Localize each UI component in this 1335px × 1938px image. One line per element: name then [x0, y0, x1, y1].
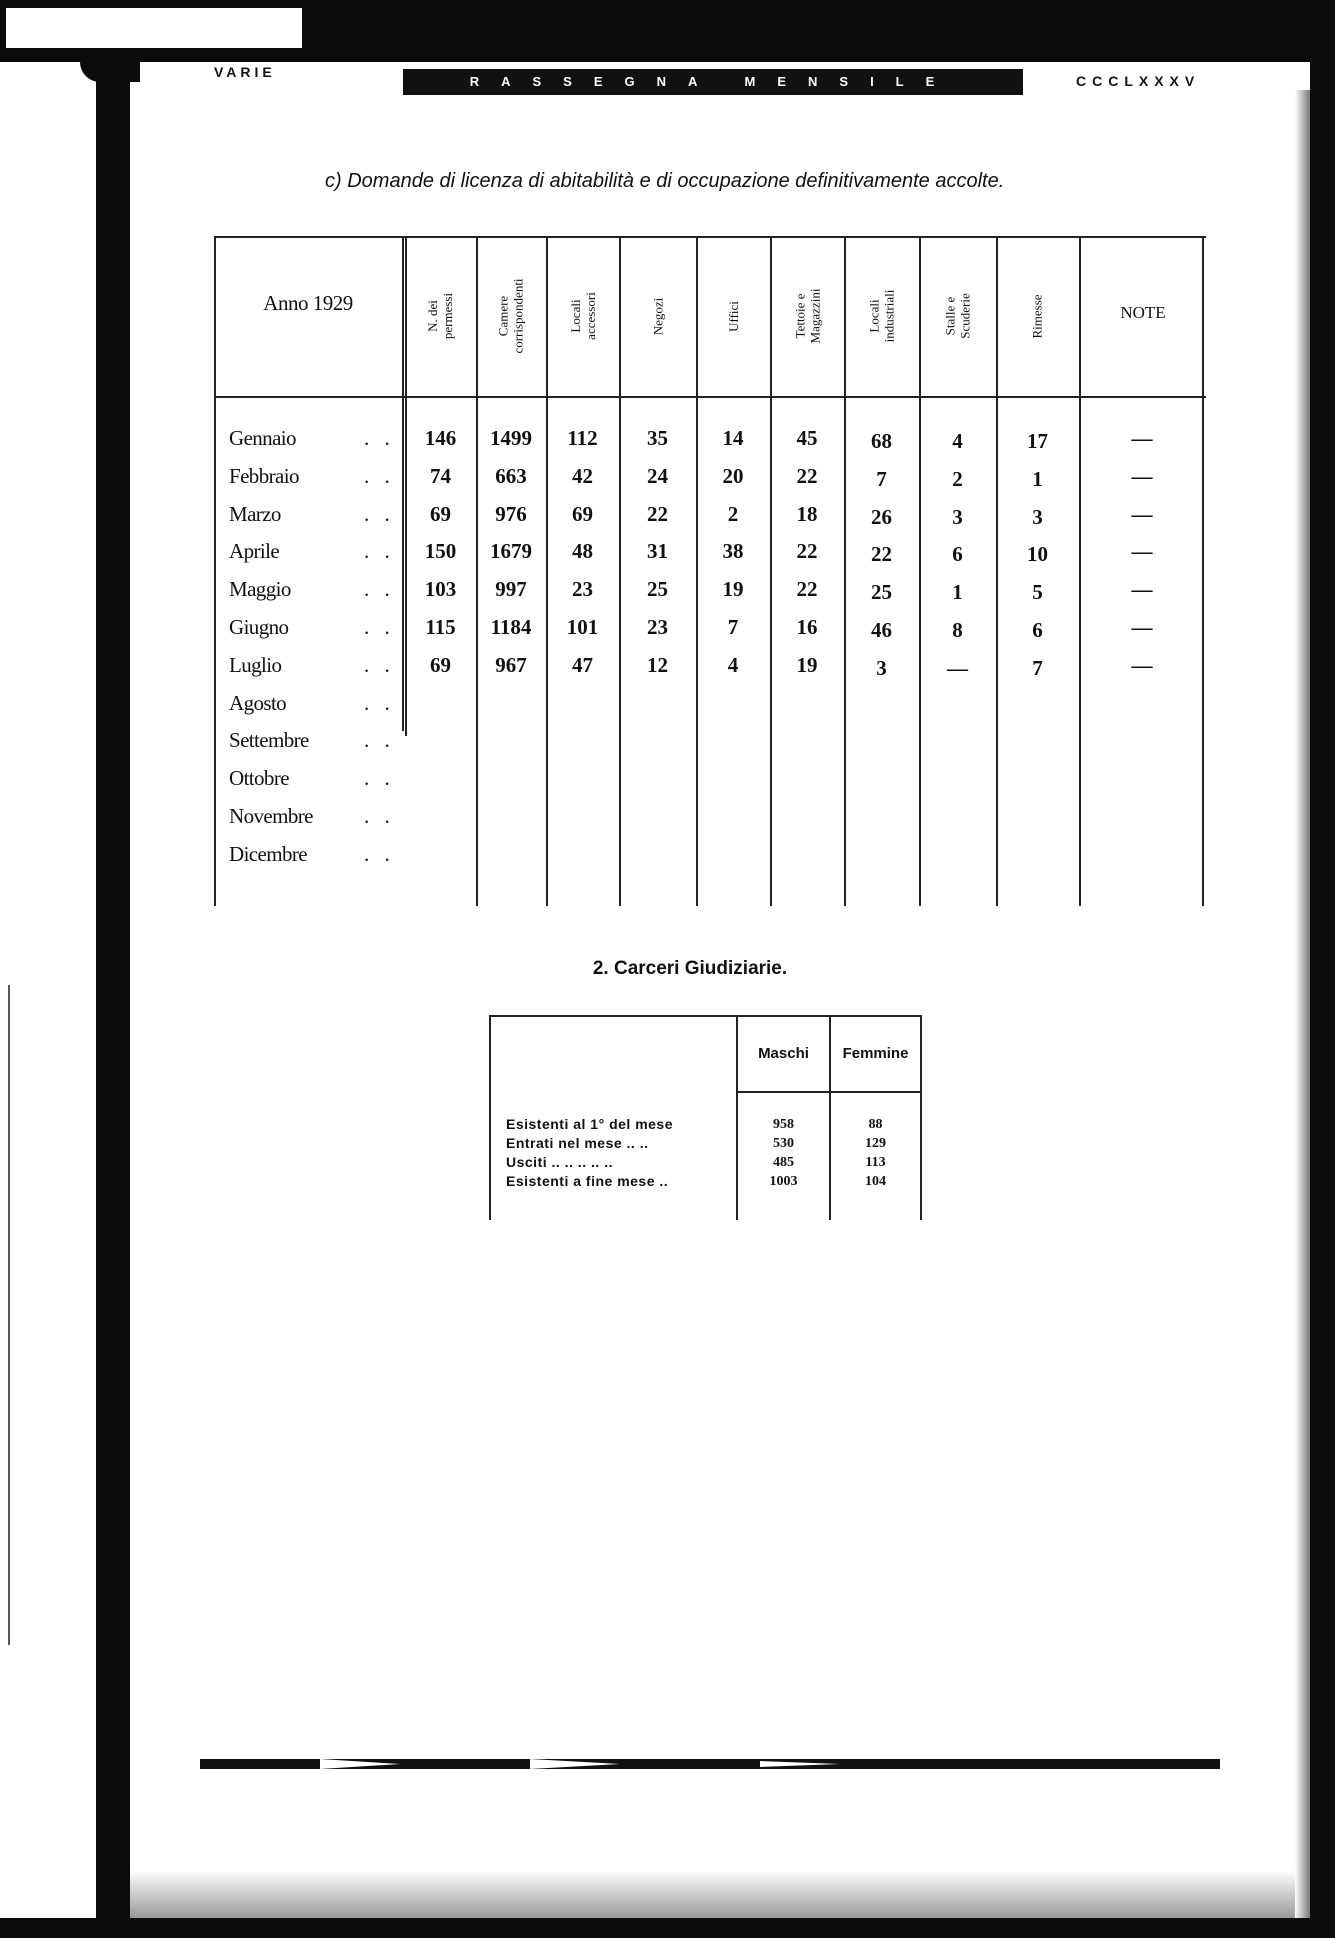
table-cell: 22 [647, 501, 668, 526]
table-cell: 6 [1032, 618, 1043, 642]
scan-right-border [1310, 0, 1335, 1938]
table-cell: 68 [871, 429, 892, 453]
leader-dots: . . [364, 463, 395, 488]
table-cell: 47 [572, 652, 593, 677]
note-cell: — [1131, 577, 1153, 602]
col-rule [214, 236, 216, 906]
column-header-text: Uffici [725, 300, 741, 332]
column-header [405, 236, 476, 396]
page-number: CCCLXXXV [1076, 73, 1201, 89]
table-cell: 2 [952, 466, 963, 491]
leader-dots: . . [364, 766, 395, 791]
table-cell: 1499 [490, 426, 532, 450]
column-header-text: Locali accessori [567, 292, 598, 340]
table-cell: 4 [727, 652, 739, 677]
leader-dots: . . [364, 539, 395, 564]
col-rule [402, 236, 404, 731]
leader-dots: . . [364, 615, 395, 639]
table-cell: 3 [1032, 504, 1043, 529]
leader-dots: . . [364, 652, 395, 677]
month-label: Aprile [229, 539, 280, 564]
table-header-rule [214, 396, 1206, 398]
femmine-value: 88 [868, 1117, 883, 1132]
column-header [476, 236, 546, 396]
table-cell: 4 [952, 429, 963, 453]
column-header [619, 236, 696, 396]
table-cell: 25 [871, 580, 892, 605]
col-femmine: Femmine [842, 1045, 909, 1062]
femmine-value: 129 [865, 1136, 886, 1151]
col-maschi: Maschi [758, 1045, 809, 1062]
table-cell: 10 [1027, 542, 1048, 567]
table-cell: 6 [952, 542, 963, 567]
prisons-table [489, 1015, 922, 1220]
table-cell: 1 [952, 580, 963, 605]
femmine-value: 113 [865, 1155, 886, 1170]
table-cell: 22 [871, 542, 892, 567]
month-label: Ottobre [229, 766, 289, 791]
left-page-edge [8, 985, 10, 1645]
scan-top-border [302, 0, 1335, 50]
leader-dots: . . [364, 804, 395, 828]
table-cell: 46 [871, 618, 892, 642]
prisons-left-rule [489, 1015, 491, 1220]
column-header-text: N. dei permessi [425, 292, 456, 340]
month-label: Maggio [229, 577, 291, 602]
prison-row-label: Entrati nel mese .. .. [506, 1135, 649, 1151]
column-header-text: Tettoie e Magazzini [792, 288, 822, 344]
note-cell: — [1131, 463, 1153, 488]
running-header-left: VARIE [214, 64, 276, 80]
scan-top-left-strip [0, 0, 302, 8]
prisons-header-rule [738, 1091, 920, 1093]
column-header [996, 236, 1079, 396]
note-cell: — [1131, 652, 1153, 677]
table-cell: 16 [796, 615, 818, 639]
year-header: Anno 1929 [263, 291, 353, 315]
table-cell: 3 [952, 504, 963, 529]
scan-bottom-border [0, 1918, 1335, 1938]
leader-dots: . . [364, 690, 395, 715]
table-cell: 18 [796, 501, 818, 526]
month-label: Luglio [229, 652, 282, 677]
table-cell: 19 [796, 652, 818, 677]
bottom-decorative-rule [200, 1755, 1220, 1773]
note-cell: — [1131, 426, 1153, 450]
month-label: Novembre [229, 804, 313, 828]
table-cell: 997 [495, 577, 527, 602]
section-title: 2. Carceri Giudiziarie. [592, 958, 788, 979]
table-cell: 22 [796, 539, 818, 564]
table-cell: 22 [796, 577, 818, 602]
table-cell: 74 [430, 463, 451, 488]
table-cell: 112 [567, 426, 598, 450]
month-label: Marzo [229, 501, 281, 526]
column-header [919, 236, 996, 396]
column-header [844, 236, 919, 396]
table-cell: 101 [566, 615, 599, 639]
table-cell: 150 [424, 539, 457, 564]
scan-top-band [0, 48, 1335, 62]
table-cell: 1184 [490, 615, 532, 639]
table-cell: 26 [871, 504, 892, 529]
table-cell: 115 [425, 615, 456, 639]
note-cell: — [1131, 539, 1153, 564]
table-cell: 23 [572, 577, 593, 602]
leader-dots: . . [364, 426, 395, 450]
table-cell: 7 [1032, 655, 1043, 680]
table-cell: 69 [430, 652, 451, 677]
month-label: Febbraio [229, 463, 299, 488]
column-header-text: Camere corrispondenti [496, 278, 526, 354]
table-cell: 23 [647, 615, 668, 639]
column-header-text: Locali industriali [866, 289, 897, 343]
licenses-table [214, 236, 1206, 906]
prison-row-label: Usciti .. .. .. .. .. [506, 1154, 613, 1170]
bottom-shadow [130, 1870, 1295, 1918]
leader-dots: . . [364, 501, 395, 526]
table-cell: 35 [647, 426, 668, 450]
table-cell: 69 [572, 501, 593, 526]
table-cell: 38 [722, 539, 744, 564]
prison-row-label: Esistenti al 1° del mese [506, 1116, 674, 1132]
prison-row-label: Esistenti a fine mese .. [506, 1173, 669, 1189]
table-cell: 31 [647, 539, 668, 564]
table-cell: 19 [722, 577, 744, 602]
table-cell: 20 [722, 463, 744, 488]
month-label: Giugno [229, 615, 289, 639]
month-label: Settembre [229, 728, 309, 753]
month-label: Agosto [229, 690, 287, 715]
table-cell: 3 [876, 655, 887, 680]
table-cell: 14 [722, 426, 744, 450]
table-cell: 146 [424, 426, 457, 450]
table-cell: 5 [1032, 580, 1043, 605]
table-cell: 45 [796, 426, 818, 450]
column-header [770, 236, 844, 396]
note-cell: — [1131, 615, 1153, 639]
femmine-value: 104 [865, 1174, 886, 1189]
table-cell: 48 [572, 539, 593, 564]
scan-left-strip [0, 8, 6, 48]
column-header-text: Rimesse [1030, 293, 1045, 339]
running-header-band: RASSEGNA MENSILE [403, 69, 1023, 95]
prisons-top-rule [489, 1015, 922, 1017]
prisons-right-rule [920, 1015, 922, 1220]
binding-curve [80, 62, 140, 82]
table-cell: 12 [647, 652, 668, 677]
note-cell: — [1131, 501, 1153, 526]
table-cell: — [947, 655, 968, 680]
table-cell: 663 [495, 463, 527, 488]
maschi-value: 958 [773, 1117, 794, 1132]
table-cell: 69 [430, 501, 451, 526]
binding-edge [96, 72, 130, 1918]
table-cell: 1679 [490, 539, 532, 564]
month-label: Dicembre [229, 841, 307, 866]
column-header [696, 236, 770, 396]
maschi-value: 1003 [769, 1174, 798, 1189]
leader-dots: . . [364, 577, 395, 602]
table-caption: c) Domande di licenza di abitabilità e di occupazione definitivamente accolte. [325, 170, 1005, 192]
month-label: Gennaio [229, 426, 296, 450]
column-header-text: Stalle e Scuderie [942, 293, 973, 339]
leader-dots: . . [364, 841, 395, 866]
table-cell: 7 [876, 466, 887, 491]
table-cell: 8 [952, 618, 963, 642]
scan-right-shadow [1295, 90, 1310, 1938]
table-cell: 2 [727, 501, 739, 526]
table-cell: 1 [1032, 466, 1043, 491]
table-cell: 24 [647, 463, 668, 488]
maschi-value: 530 [773, 1136, 794, 1151]
maschi-value: 485 [773, 1155, 794, 1170]
column-header [546, 236, 619, 396]
table-cell: 976 [495, 501, 527, 526]
table-cell: 25 [647, 577, 668, 602]
table-cell: 17 [1027, 429, 1048, 453]
table-cell: 103 [424, 577, 457, 602]
leader-dots: . . [364, 728, 395, 753]
table-cell: 22 [796, 463, 818, 488]
table-cell: 967 [495, 652, 527, 677]
column-header-text: Negozi [649, 297, 665, 335]
notes-header: NOTE [1120, 303, 1166, 322]
table-cell: 7 [727, 615, 739, 639]
table-cell: 42 [572, 463, 593, 488]
col-rule [1202, 236, 1204, 906]
col-rule [1079, 236, 1081, 906]
